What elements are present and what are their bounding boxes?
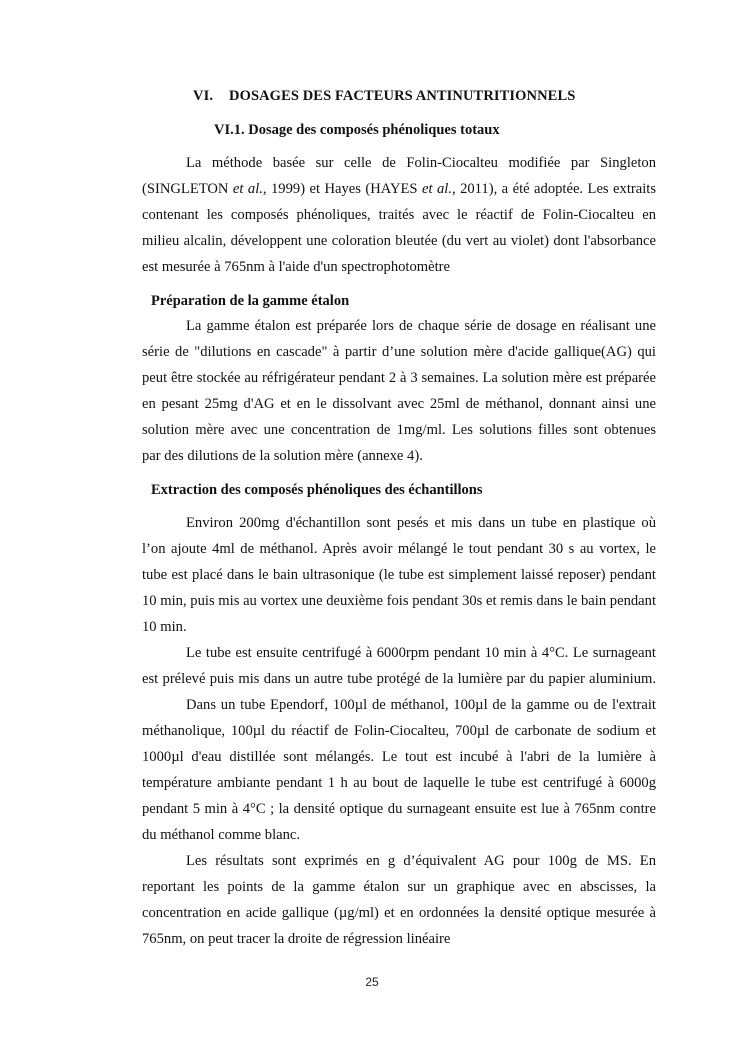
extraction-line: Le tube est ensuite centrifugé à 6000rpm pendant 10 min à 4°C. Le surnageant [186,645,656,661]
intro-line: La méthode basée sur celle de Folin-Ciocalteu modifiée par Singleton [186,155,656,171]
extraction-line: reportant les points de la gamme étalon sur un graphique avec en abscisses, la [142,879,656,896]
intro-line: milieu alcalin, développent une coloration bleutée (du vert au violet) dont l'absorbance [142,233,656,250]
extraction-line: 765nm, on peut tracer la droite de régression linéaire [142,931,451,948]
intro-line: (SINGLETON et al., 1999) et Hayes (HAYES et al., 2011), a été adoptée. Les extraits [142,181,656,198]
page-number: 25 [365,975,379,989]
extraction-paragraph-3 [142,692,656,849]
preparation-line: solution mère avec une concentration de 1mg/ml. Les solutions filles sont obtenues [142,422,656,439]
extraction-line: 10 min. [142,619,187,636]
intro-paragraph [142,150,656,280]
extraction-line: Les résultats sont exprimés en g d’équivalent AG pour 100g de MS. En [186,853,656,869]
extraction-paragraph-4 [142,848,656,952]
preparation-heading: Préparation de la gamme étalon [151,293,350,309]
preparation-line: série de "dilutions en cascade" à partir d’une solution mère d'acide gallique(AG) qui [142,344,656,361]
extraction-line: est prélevé puis mis dans un autre tube protégé de la lumière par du papier aluminium. [142,671,656,688]
extraction-line: tube est placé dans le bain ultrasonique (le tube est simplement laissé reposer) pendant [142,567,656,584]
preparation-paragraph [142,313,656,470]
extraction-line: méthanolique, 100µl du réactif de Folin-Ciocalteu, 700µl de carbonate de sodium et [142,723,656,740]
section-heading [193,88,575,105]
extraction-line: Dans un tube Ependorf, 100µl de méthanol, 100µl de la gamme ou de l'extrait [186,697,656,713]
extraction-line: du méthanol comme blanc. [142,827,301,844]
subsection-heading: VI.1. Dosage des composés phénoliques totaux [214,122,500,138]
extraction-heading: Extraction des composés phénoliques des échantillons [151,482,483,498]
preparation-line: peut être stockée au réfrigérateur pendant 2 à 3 semaines. La solution mère est préparée [142,370,656,387]
extraction-paragraph-2 [142,640,656,692]
extraction-line: Environ 200mg d'échantillon sont pesés et mis dans un tube en plastique où [186,515,656,531]
preparation-line: par des dilutions de la solution mère (annexe 4). [142,448,423,465]
section-number: VI. [193,88,214,104]
preparation-line: en pesant 25mg d'AG et en le dissolvant avec 25ml de méthanol, donnant ainsi une [142,396,656,413]
intro-line: est mesurée à 765nm à l'aide d'un spectrophotomètre [142,259,450,276]
extraction-paragraph-1 [142,510,656,640]
extraction-line: 10 min, puis mis au vortex une deuxième fois pendant 30s et remis dans le bain pendant [142,593,656,610]
extraction-line: concentration en acide gallique (µg/ml) et en ordonnées la densité optique mesurée à [142,905,656,922]
extraction-line: pendant 5 min à 4°C ; la densité optique du surnageant ensuite est lue à 765nm contre [142,801,656,818]
extraction-line: l’on ajoute 4ml de méthanol. Après avoir mélangé le tout pendant 30 s au vortex, le [142,541,656,558]
preparation-line: La gamme étalon est préparée lors de chaque série de dosage en réalisant une [186,318,656,334]
section-title: DOSAGES DES FACTEURS ANTINUTRITIONNELS [229,88,576,104]
extraction-line: température ambiante pendant 1 h au bout de laquelle le tube est centrifugé à 6000g [142,775,656,792]
extraction-line: 1000µl d'eau distillée sont mélangés. Le tout est incubé à l'abri de la lumière à [142,749,656,766]
intro-line: contenant les composés phénoliques, traités avec le réactif de Folin-Ciocalteu en [142,207,656,224]
